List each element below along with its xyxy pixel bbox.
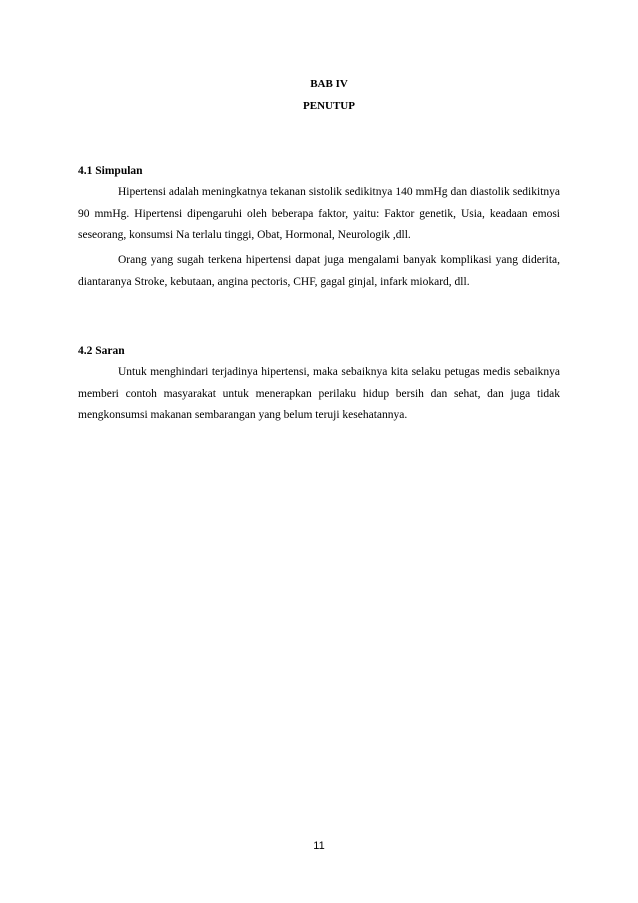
- page-number: 11: [313, 840, 325, 852]
- section-title-simpulan: 4.1 Simpulan: [78, 165, 143, 177]
- chapter-heading: BAB IV: [310, 78, 348, 90]
- section-title-saran: 4.2 Saran: [78, 345, 125, 357]
- chapter-title: PENUTUP: [303, 100, 355, 112]
- paragraph-saran-1: Untuk menghindari terjadinya hipertensi, maka sebaiknya kita selaku petugas medis sebaiknya memberi contoh masyarakat untuk menerapkan perilaku hidup bersih dan sehat, dan juga tidak mengkonsumsi makanan sembarangan yang belum teruji kesehatannya.: [78, 366, 560, 421]
- paragraph-simpulan-2: Orang yang sugah terkena hipertensi dapat juga mengalami banyak komplikasi yang diderita, diantaranya Stroke, kebutaan, angina pectoris, CHF, gagal ginjal, infark miokard, dll.: [78, 254, 560, 288]
- paragraph-simpulan-1: Hipertensi adalah meningkatnya tekanan sistolik sedikitnya 140 mmHg dan diastolik sedikitnya 90 mmHg. Hipertensi dipengaruhi oleh beberapa faktor, yaitu: Faktor genetik, Usia, keadaan emosi seseorang, konsumsi Na terlalu tinggi, Obat, Hormonal, Neurologik ,dll.: [78, 186, 560, 241]
